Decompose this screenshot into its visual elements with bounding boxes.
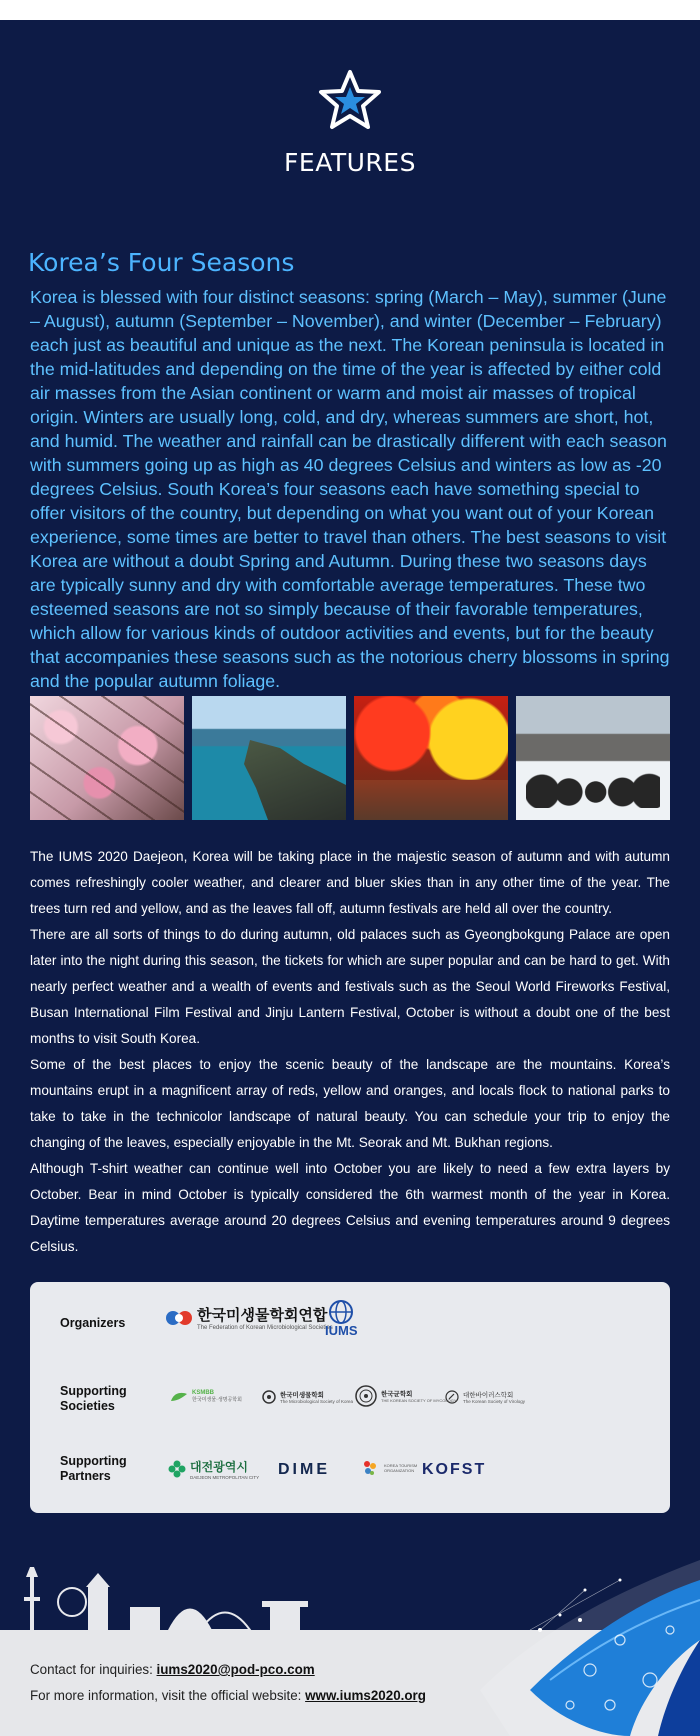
body-paragraph-4: Although T-shirt weather can continue well into October you are likely to need a few extra layers by October. Bear in mind October is typically considered the 6th warmest month of the year in Korea. Daytime temperatures average around 20 degrees Celsius and evening temperatures around 9 degrees Celsius.: [30, 1161, 670, 1254]
star-icon: [318, 68, 382, 132]
supporting-partners-label: [60, 1454, 127, 1484]
body-text: [30, 844, 670, 1260]
partner-logo-daejeon: [168, 1458, 259, 1480]
society-4-name: 대한바이러스학회: [463, 1392, 514, 1399]
sponsors-panel: [30, 1282, 670, 1513]
fkms-logo: [165, 1304, 333, 1331]
contact-email-link[interactable]: iums2020@pod-pco.com: [156, 1662, 315, 1677]
body-paragraph-3: Some of the best places to enjoy the scenic beauty of the landscape are the mountains. Korea’s mountains erupt in a magnificent array of reds, yellow and oranges, and locals flock to national parks to take to take in the technicolor landscape of natural beauty. You can schedule your trip to enjoy the changing of the leaves, especially enjoyable in the Mt. Seorak and Mt. Bukhan regions.: [30, 1057, 670, 1150]
top-margin: [0, 0, 700, 20]
intro-paragraph: Korea is blessed with four distinct seasons: spring (March – May), summer (June – August), autumn (September – November), and winter (December – February) each just as beautiful and unique as the next. The Korean peninsula is located in the mid-latitudes and depending on the time of the year is affected by either cold air masses from the Asian continent or warm and moist air masses of tropical origin. Winters are usually long, cold, and dry, whereas summers are short, hot, and humid. The weather and rainfall can be drastically different with each season with summers going up as high as 40 degrees Celsius and winters as low as -20 degrees Celsius. South Korea’s four seasons each have something special to offer visitors of the country, but depending on what you want out of your Korean experience, some times are better to travel than others. The best seasons to visit Korea are without a doubt Spring and Autumn. During these two seasons days are typically sunny and dry with comfortable average temperatures. These two esteemed seasons are not so simply because of their favorable temperatures, which allow for various kinds of outdoor activities and events, but for the beauty that accompanies these seasons such as the notorious cherry blossoms in spring and the popular autumn foliage.: [30, 287, 670, 691]
globe-icon: [326, 1300, 356, 1324]
society-logo-ksv: [445, 1390, 525, 1404]
partner-4-name: KOFST: [422, 1461, 487, 1478]
society-1-name: KSMBB: [192, 1390, 214, 1396]
society-2-name: 한국미생물학회: [280, 1392, 324, 1399]
daejeon-flower-icon: [168, 1460, 186, 1478]
partner-2-name: DIME: [278, 1461, 330, 1478]
microbe-wave-decoration: [470, 1520, 700, 1736]
website-prefix: For more information, visit the official website:: [30, 1688, 306, 1703]
partner-1-subtitle: DAEJEON METROPOLITAN CITY: [190, 1475, 260, 1480]
website-line: [30, 1688, 426, 1703]
supporting-partners-label-line2: Partners: [60, 1469, 111, 1483]
fkms-mark-icon: [165, 1309, 193, 1327]
iums-logo: [325, 1300, 358, 1337]
society-logo-ksm: [355, 1385, 457, 1407]
leaf-icon: [170, 1391, 188, 1403]
contact-line: [30, 1662, 315, 1677]
iums-name: IUMS: [325, 1323, 358, 1338]
season-photos: [30, 696, 670, 820]
kto-mark-icon: [360, 1458, 380, 1478]
summer-coast-photo: [192, 696, 346, 820]
supporting-societies-label-line2: Societies: [60, 1399, 115, 1413]
partner-logo-kofst: [422, 1461, 486, 1479]
fkms-name: 한국미생물학회연합: [197, 1307, 328, 1324]
spring-cherry-blossom-photo: [30, 696, 184, 820]
winter-snow-village-photo: [516, 696, 670, 820]
society-logo-ksmbb: [170, 1390, 242, 1403]
autumn-foliage-photo: [354, 696, 508, 820]
partner-logo-kto: [360, 1458, 426, 1478]
society-1-subtitle: 한국미생물·생명공학회: [192, 1397, 242, 1403]
emblem-icon: [355, 1385, 377, 1407]
contact-prefix: Contact for inquiries:: [30, 1662, 157, 1677]
organizers-label: Organizers: [60, 1316, 126, 1330]
virus-icon: [445, 1390, 459, 1404]
supporting-societies-label: [60, 1384, 127, 1414]
society-2-subtitle: The Microbiological Society of Korea: [280, 1399, 354, 1404]
partner-logo-dime: [278, 1461, 330, 1479]
section-title: Korea’s Four Seasons: [28, 248, 295, 277]
website-link[interactable]: www.iums2020.org: [305, 1688, 426, 1703]
society-logo-msk: [262, 1390, 353, 1404]
partner-3-subtitle: KOREA TOURISM ORGANIZATION: [384, 1463, 418, 1473]
seal-icon: [262, 1390, 276, 1404]
body-paragraph-2: There are all sorts of things to do during autumn, old palaces such as Gyeongbokgung Palace are open later into the night during this season, the tickets for which are super popular and can be hard to get. With nearly perfect weather and a wealth of events and festivals such as the Seoul World Fireworks Festival, Busan International Film Festival and Jinju Lantern Festival, October is without a doubt one of the best months to visit South Korea.: [30, 927, 670, 1046]
supporting-societies-label-line1: Supporting: [60, 1384, 127, 1398]
society-3-subtitle: THE KOREAN SOCIETY OF MYCOLOGY: [381, 1398, 457, 1403]
features-title: FEATURES: [284, 148, 416, 177]
partner-1-name: 대전광역시: [190, 1460, 248, 1474]
society-4-subtitle: The Korean Society of Virology: [463, 1399, 525, 1404]
fkms-subtitle: The Federation of Korean Microbiological Societies: [197, 1325, 333, 1331]
body-paragraph-1: The IUMS 2020 Daejeon, Korea will be taking place in the majestic season of autumn and with autumn comes refreshingly cooler weather, and clearer and bluer skies than in any other time of the year. The trees turn red and yellow, and as the leaves fall off, autumn festivals are held all over the country.: [30, 849, 670, 916]
society-3-name: 한국균학회: [381, 1391, 413, 1398]
supporting-partners-label-line1: Supporting: [60, 1454, 127, 1468]
